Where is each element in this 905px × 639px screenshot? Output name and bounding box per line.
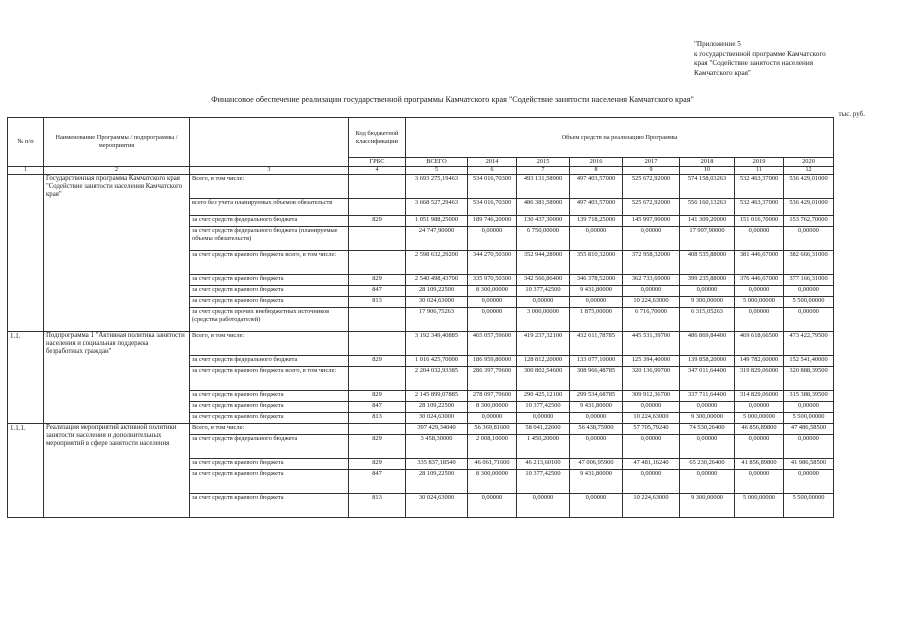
year-amount: 0,00000 bbox=[517, 413, 570, 424]
year-amount: 286 397,79600 bbox=[468, 367, 517, 391]
year-amount: 532 463,37000 bbox=[735, 175, 784, 199]
year-amount: 0,00000 bbox=[680, 286, 735, 297]
year-amount: 536 429,01000 bbox=[784, 199, 834, 216]
grbs-code bbox=[349, 367, 406, 391]
year-amount: 149 782,60000 bbox=[735, 356, 784, 367]
row-number: 1.1. bbox=[8, 332, 44, 424]
column-number: 11 bbox=[735, 167, 784, 175]
year-amount: 314 829,06000 bbox=[735, 391, 784, 402]
year-amount: 346 378,52000 bbox=[570, 275, 623, 286]
year-amount: 342 566,86400 bbox=[517, 275, 570, 286]
year-amount: 128 812,20000 bbox=[517, 356, 570, 367]
year-amount: 320 136,99700 bbox=[623, 367, 680, 391]
year-amount: 6 315,05263 bbox=[680, 308, 735, 332]
year-amount: 5 500,00000 bbox=[784, 297, 834, 308]
year-amount: 65 230,26400 bbox=[680, 459, 735, 470]
total-amount: 28 109,22500 bbox=[406, 470, 468, 494]
year-amount: 300 802,54600 bbox=[517, 367, 570, 391]
finance-table bbox=[7, 117, 834, 518]
appendix-line: Камчатского края" bbox=[694, 68, 751, 77]
total-amount: 1 051 988,25000 bbox=[406, 216, 468, 227]
appendix-line: "Приложение 5 bbox=[694, 40, 741, 48]
year-amount: 151 016,70000 bbox=[735, 216, 784, 227]
year-amount: 290 425,12100 bbox=[517, 391, 570, 402]
column-number: 4 bbox=[349, 167, 406, 175]
header-year: 2017 bbox=[623, 158, 680, 167]
year-amount: 0,00000 bbox=[784, 402, 834, 413]
year-amount: 419 237,32100 bbox=[517, 332, 570, 356]
funding-source: за счет средств краевого бюджета bbox=[190, 470, 349, 494]
header-year: 2014 bbox=[468, 158, 517, 167]
year-amount: 10 224,63000 bbox=[623, 413, 680, 424]
program-name: Реализация мероприятий активной политики занятости населения и дополнительных мероприятий в сфере занятости населения bbox=[44, 424, 190, 518]
year-amount: 497 403,57000 bbox=[570, 175, 623, 199]
year-amount: 381 446,67000 bbox=[735, 251, 784, 275]
year-amount: 315 388,39500 bbox=[784, 391, 834, 402]
year-amount: 486 869,84400 bbox=[680, 332, 735, 356]
year-amount: 46 061,71600 bbox=[468, 459, 517, 470]
year-amount: 3 000,00000 bbox=[517, 308, 570, 332]
column-number: 10 bbox=[680, 167, 735, 175]
year-amount: 5 500,00000 bbox=[784, 413, 834, 424]
year-amount: 186 959,80000 bbox=[468, 356, 517, 367]
column-number: 5 bbox=[406, 167, 468, 175]
year-amount: 362 733,69000 bbox=[623, 275, 680, 286]
year-amount: 9 300,00000 bbox=[680, 297, 735, 308]
year-amount: 525 672,92000 bbox=[623, 199, 680, 216]
year-amount: 376 446,67000 bbox=[735, 275, 784, 286]
grbs-code bbox=[349, 199, 406, 216]
funding-source: всего без учета планируемых объемов обязательств bbox=[190, 199, 349, 216]
year-amount: 141 309,20000 bbox=[680, 216, 735, 227]
year-amount: 9 431,80000 bbox=[570, 470, 623, 494]
year-amount: 8 300,00000 bbox=[468, 402, 517, 413]
year-amount: 0,00000 bbox=[468, 227, 517, 251]
row-number: 1.1.1. bbox=[8, 424, 44, 518]
year-amount: 399 235,88000 bbox=[680, 275, 735, 286]
total-amount: 3 693 275,19463 bbox=[406, 175, 468, 199]
year-amount: 319 829,06000 bbox=[735, 367, 784, 391]
program-name: Государственная программа Камчатского края "Содействие занятости населения Камчатского края" bbox=[44, 175, 190, 332]
year-amount: 9 300,00000 bbox=[680, 494, 735, 518]
funding-source: за счет средств краевого бюджета bbox=[190, 297, 349, 308]
year-amount: 8 300,00000 bbox=[468, 286, 517, 297]
year-amount: 74 530,26400 bbox=[680, 424, 735, 435]
year-amount: 486 381,58900 bbox=[517, 199, 570, 216]
column-number: 1 bbox=[8, 167, 44, 175]
grbs-code: 829 bbox=[349, 275, 406, 286]
total-amount: 2 145 899,07885 bbox=[406, 391, 468, 402]
year-amount: 0,00000 bbox=[784, 286, 834, 297]
year-amount: 469 618,66500 bbox=[735, 332, 784, 356]
year-amount: 335 970,50300 bbox=[468, 275, 517, 286]
year-amount: 189 746,20000 bbox=[468, 216, 517, 227]
year-amount: 41 856,89800 bbox=[735, 459, 784, 470]
appendix-note bbox=[694, 40, 884, 78]
year-amount: 408 535,88000 bbox=[680, 251, 735, 275]
grbs-code: 829 bbox=[349, 356, 406, 367]
total-amount: 28 109,22500 bbox=[406, 402, 468, 413]
header-code: Код бюджетной классификации bbox=[349, 118, 406, 158]
year-amount: 355 810,32000 bbox=[570, 251, 623, 275]
year-amount: 46 856,89800 bbox=[735, 424, 784, 435]
funding-source: за счет средств краевого бюджета bbox=[190, 494, 349, 518]
year-amount: 574 158,03263 bbox=[680, 175, 735, 199]
header-year: 2020 bbox=[784, 158, 834, 167]
year-amount: 532 463,37000 bbox=[735, 199, 784, 216]
year-amount: 372 958,32000 bbox=[623, 251, 680, 275]
grbs-code: 813 bbox=[349, 297, 406, 308]
year-amount: 352 944,28900 bbox=[517, 251, 570, 275]
year-amount: 9 431,80000 bbox=[570, 402, 623, 413]
funding-source: за счет средств федерального бюджета bbox=[190, 216, 349, 227]
year-amount: 525 672,92000 bbox=[623, 175, 680, 199]
header-year: 2016 bbox=[570, 158, 623, 167]
funding-source: за счет средств федерального бюджета bbox=[190, 435, 349, 459]
header-grbs: ГРБС bbox=[349, 158, 406, 167]
year-amount: 56 438,75900 bbox=[570, 424, 623, 435]
year-amount: 0,00000 bbox=[623, 470, 680, 494]
funding-source: за счет средств прочих внебюджетных источников (средства работодателей) bbox=[190, 308, 349, 332]
year-amount: 0,00000 bbox=[468, 308, 517, 332]
column-number: 9 bbox=[623, 167, 680, 175]
column-number: 8 bbox=[570, 167, 623, 175]
year-amount: 0,00000 bbox=[784, 308, 834, 332]
year-amount: 10 377,42500 bbox=[517, 286, 570, 297]
year-amount: 536 429,01000 bbox=[784, 175, 834, 199]
year-amount: 347 011,64400 bbox=[680, 367, 735, 391]
column-number: 2 bbox=[44, 167, 190, 175]
year-amount: 473 422,79500 bbox=[784, 332, 834, 356]
year-amount: 320 888,39500 bbox=[784, 367, 834, 391]
row-number bbox=[8, 175, 44, 332]
funding-source: Всего, в том числе: bbox=[190, 424, 349, 435]
year-amount: 0,00000 bbox=[680, 402, 735, 413]
column-number: 6 bbox=[468, 167, 517, 175]
year-amount: 9 431,80000 bbox=[570, 286, 623, 297]
year-amount: 337 711,64400 bbox=[680, 391, 735, 402]
total-amount: 2 540 498,43700 bbox=[406, 275, 468, 286]
funding-source: Всего, в том числе: bbox=[190, 175, 349, 199]
year-amount: 0,00000 bbox=[735, 435, 784, 459]
column-number: 12 bbox=[784, 167, 834, 175]
year-amount: 0,00000 bbox=[623, 227, 680, 251]
year-amount: 10 224,63000 bbox=[623, 494, 680, 518]
total-amount: 3 668 527,29463 bbox=[406, 199, 468, 216]
total-amount: 17 906,75263 bbox=[406, 308, 468, 332]
header-source bbox=[190, 118, 349, 167]
table-row bbox=[8, 175, 834, 199]
year-amount: 56 369,81600 bbox=[468, 424, 517, 435]
year-amount: 309 912,36700 bbox=[623, 391, 680, 402]
year-amount: 0,00000 bbox=[468, 494, 517, 518]
year-amount: 0,00000 bbox=[735, 227, 784, 251]
year-amount: 556 160,13263 bbox=[680, 199, 735, 216]
year-amount: 0,00000 bbox=[784, 435, 834, 459]
year-amount: 0,00000 bbox=[468, 297, 517, 308]
year-amount: 47 486,58500 bbox=[784, 424, 834, 435]
funding-source: за счет средств краевого бюджета bbox=[190, 402, 349, 413]
year-amount: 0,00000 bbox=[623, 286, 680, 297]
year-amount: 0,00000 bbox=[517, 297, 570, 308]
year-amount: 0,00000 bbox=[623, 402, 680, 413]
total-amount: 30 024,63000 bbox=[406, 297, 468, 308]
total-amount: 1 016 425,70000 bbox=[406, 356, 468, 367]
funding-source: Всего, в том числе: bbox=[190, 332, 349, 356]
year-amount: 10 377,42500 bbox=[517, 402, 570, 413]
year-amount: 5 000,00000 bbox=[735, 413, 784, 424]
year-amount: 534 016,70300 bbox=[468, 175, 517, 199]
year-amount: 308 966,48785 bbox=[570, 367, 623, 391]
year-amount: 344 270,50300 bbox=[468, 251, 517, 275]
total-amount: 3 192 349,40885 bbox=[406, 332, 468, 356]
total-amount: 24 747,90000 bbox=[406, 227, 468, 251]
header-num: № п/п bbox=[8, 118, 44, 167]
year-amount: 0,00000 bbox=[468, 413, 517, 424]
year-amount: 2 008,10000 bbox=[468, 435, 517, 459]
year-amount: 41 986,58500 bbox=[784, 459, 834, 470]
year-amount: 432 611,78785 bbox=[570, 332, 623, 356]
year-amount: 0,00000 bbox=[570, 413, 623, 424]
year-amount: 0,00000 bbox=[680, 435, 735, 459]
year-amount: 1 450,20000 bbox=[517, 435, 570, 459]
total-amount: 28 109,22500 bbox=[406, 286, 468, 297]
year-amount: 493 131,58900 bbox=[517, 175, 570, 199]
year-amount: 0,00000 bbox=[784, 227, 834, 251]
year-amount: 133 077,10000 bbox=[570, 356, 623, 367]
year-amount: 0,00000 bbox=[680, 470, 735, 494]
total-amount: 335 837,18540 bbox=[406, 459, 468, 470]
funding-source: за счет средств краевого бюджета всего, в том числе: bbox=[190, 251, 349, 275]
header-volume: Объем средств на реализацию Программы bbox=[406, 118, 834, 158]
year-amount: 0,00000 bbox=[570, 494, 623, 518]
year-amount: 152 541,40000 bbox=[784, 356, 834, 367]
year-amount: 5 000,00000 bbox=[735, 494, 784, 518]
units-label: тыс. руб. bbox=[838, 110, 865, 118]
year-amount: 47 006,95900 bbox=[570, 459, 623, 470]
year-amount: 0,00000 bbox=[623, 435, 680, 459]
table-row bbox=[8, 332, 834, 356]
year-amount: 497 403,57000 bbox=[570, 199, 623, 216]
year-amount: 10 224,63000 bbox=[623, 297, 680, 308]
year-amount: 46 213,60100 bbox=[517, 459, 570, 470]
grbs-code: 813 bbox=[349, 494, 406, 518]
grbs-code bbox=[349, 332, 406, 356]
total-amount: 397 429,34040 bbox=[406, 424, 468, 435]
year-amount: 145 997,90000 bbox=[623, 216, 680, 227]
year-amount: 58 041,22600 bbox=[517, 424, 570, 435]
year-amount: 445 531,39700 bbox=[623, 332, 680, 356]
grbs-code: 829 bbox=[349, 216, 406, 227]
year-amount: 5 000,00000 bbox=[735, 297, 784, 308]
funding-source: за счет средств краевого бюджета bbox=[190, 286, 349, 297]
header-total: ВСЕГО bbox=[406, 158, 468, 167]
funding-source: за счет средств краевого бюджета bbox=[190, 275, 349, 286]
funding-source: за счет средств краевого бюджета bbox=[190, 459, 349, 470]
grbs-code: 829 bbox=[349, 435, 406, 459]
year-amount: 0,00000 bbox=[570, 435, 623, 459]
funding-source: за счет средств федерального бюджета bbox=[190, 356, 349, 367]
grbs-code: 847 bbox=[349, 402, 406, 413]
year-amount: 130 437,30000 bbox=[517, 216, 570, 227]
column-number: 3 bbox=[190, 167, 349, 175]
year-amount: 139 858,20000 bbox=[680, 356, 735, 367]
year-amount: 6 716,70000 bbox=[623, 308, 680, 332]
table-row bbox=[8, 424, 834, 435]
year-amount: 0,00000 bbox=[735, 470, 784, 494]
year-amount: 377 166,31000 bbox=[784, 275, 834, 286]
year-amount: 0,00000 bbox=[735, 308, 784, 332]
year-amount: 0,00000 bbox=[570, 297, 623, 308]
year-amount: 278 097,79600 bbox=[468, 391, 517, 402]
year-amount: 17 997,90000 bbox=[680, 227, 735, 251]
grbs-code bbox=[349, 251, 406, 275]
grbs-code bbox=[349, 308, 406, 332]
grbs-code bbox=[349, 175, 406, 199]
program-name: Подпрограмма 1 "Активная политика занятости населения и социальная поддержка безработных граждан" bbox=[44, 332, 190, 424]
header-name: Наименование Программы / подпрограммы / мероприятия bbox=[44, 118, 190, 167]
header-year: 2015 bbox=[517, 158, 570, 167]
year-amount: 534 016,70300 bbox=[468, 199, 517, 216]
year-amount: 1 875,00000 bbox=[570, 308, 623, 332]
total-amount: 30 024,63000 bbox=[406, 494, 468, 518]
year-amount: 139 718,25000 bbox=[570, 216, 623, 227]
appendix-line: к государственной программе Камчатского bbox=[694, 49, 826, 58]
document-title: Финансовое обеспечение реализации государственной программы Камчатского края "Содействие занятости населения Камчатского края" bbox=[211, 95, 694, 104]
grbs-code: 847 bbox=[349, 470, 406, 494]
year-amount: 465 057,59600 bbox=[468, 332, 517, 356]
year-amount: 0,00000 bbox=[735, 286, 784, 297]
header-year: 2019 bbox=[735, 158, 784, 167]
year-amount: 10 377,42500 bbox=[517, 470, 570, 494]
total-amount: 2 204 032,93385 bbox=[406, 367, 468, 391]
year-amount: 5 500,00000 bbox=[784, 494, 834, 518]
year-amount: 8 300,00000 bbox=[468, 470, 517, 494]
year-amount: 6 750,00000 bbox=[517, 227, 570, 251]
header-year: 2018 bbox=[680, 158, 735, 167]
funding-source: за счет средств краевого бюджета bbox=[190, 391, 349, 402]
funding-source: за счет средств краевого бюджета всего, в том числе: bbox=[190, 367, 349, 391]
year-amount: 299 534,68785 bbox=[570, 391, 623, 402]
year-amount: 0,00000 bbox=[570, 227, 623, 251]
grbs-code: 813 bbox=[349, 413, 406, 424]
funding-source: за счет средств федерального бюджета (планируемые объемы обязательств) bbox=[190, 227, 349, 251]
year-amount: 47 481,16240 bbox=[623, 459, 680, 470]
year-amount: 57 705,79240 bbox=[623, 424, 680, 435]
column-number: 7 bbox=[517, 167, 570, 175]
appendix-line: края "Содействие занятости населения bbox=[694, 59, 814, 68]
year-amount: 0,00000 bbox=[784, 470, 834, 494]
funding-source: за счет средств краевого бюджета bbox=[190, 413, 349, 424]
year-amount: 0,00000 bbox=[517, 494, 570, 518]
year-amount: 9 300,00000 bbox=[680, 413, 735, 424]
year-amount: 0,00000 bbox=[735, 402, 784, 413]
total-amount: 3 458,30000 bbox=[406, 435, 468, 459]
year-amount: 153 762,70000 bbox=[784, 216, 834, 227]
grbs-code: 829 bbox=[349, 391, 406, 402]
year-amount: 125 394,40000 bbox=[623, 356, 680, 367]
total-amount: 2 598 632,29200 bbox=[406, 251, 468, 275]
grbs-code: 829 bbox=[349, 459, 406, 470]
year-amount: 382 666,31000 bbox=[784, 251, 834, 275]
grbs-code: 847 bbox=[349, 286, 406, 297]
total-amount: 30 024,63000 bbox=[406, 413, 468, 424]
grbs-code bbox=[349, 424, 406, 435]
grbs-code bbox=[349, 227, 406, 251]
